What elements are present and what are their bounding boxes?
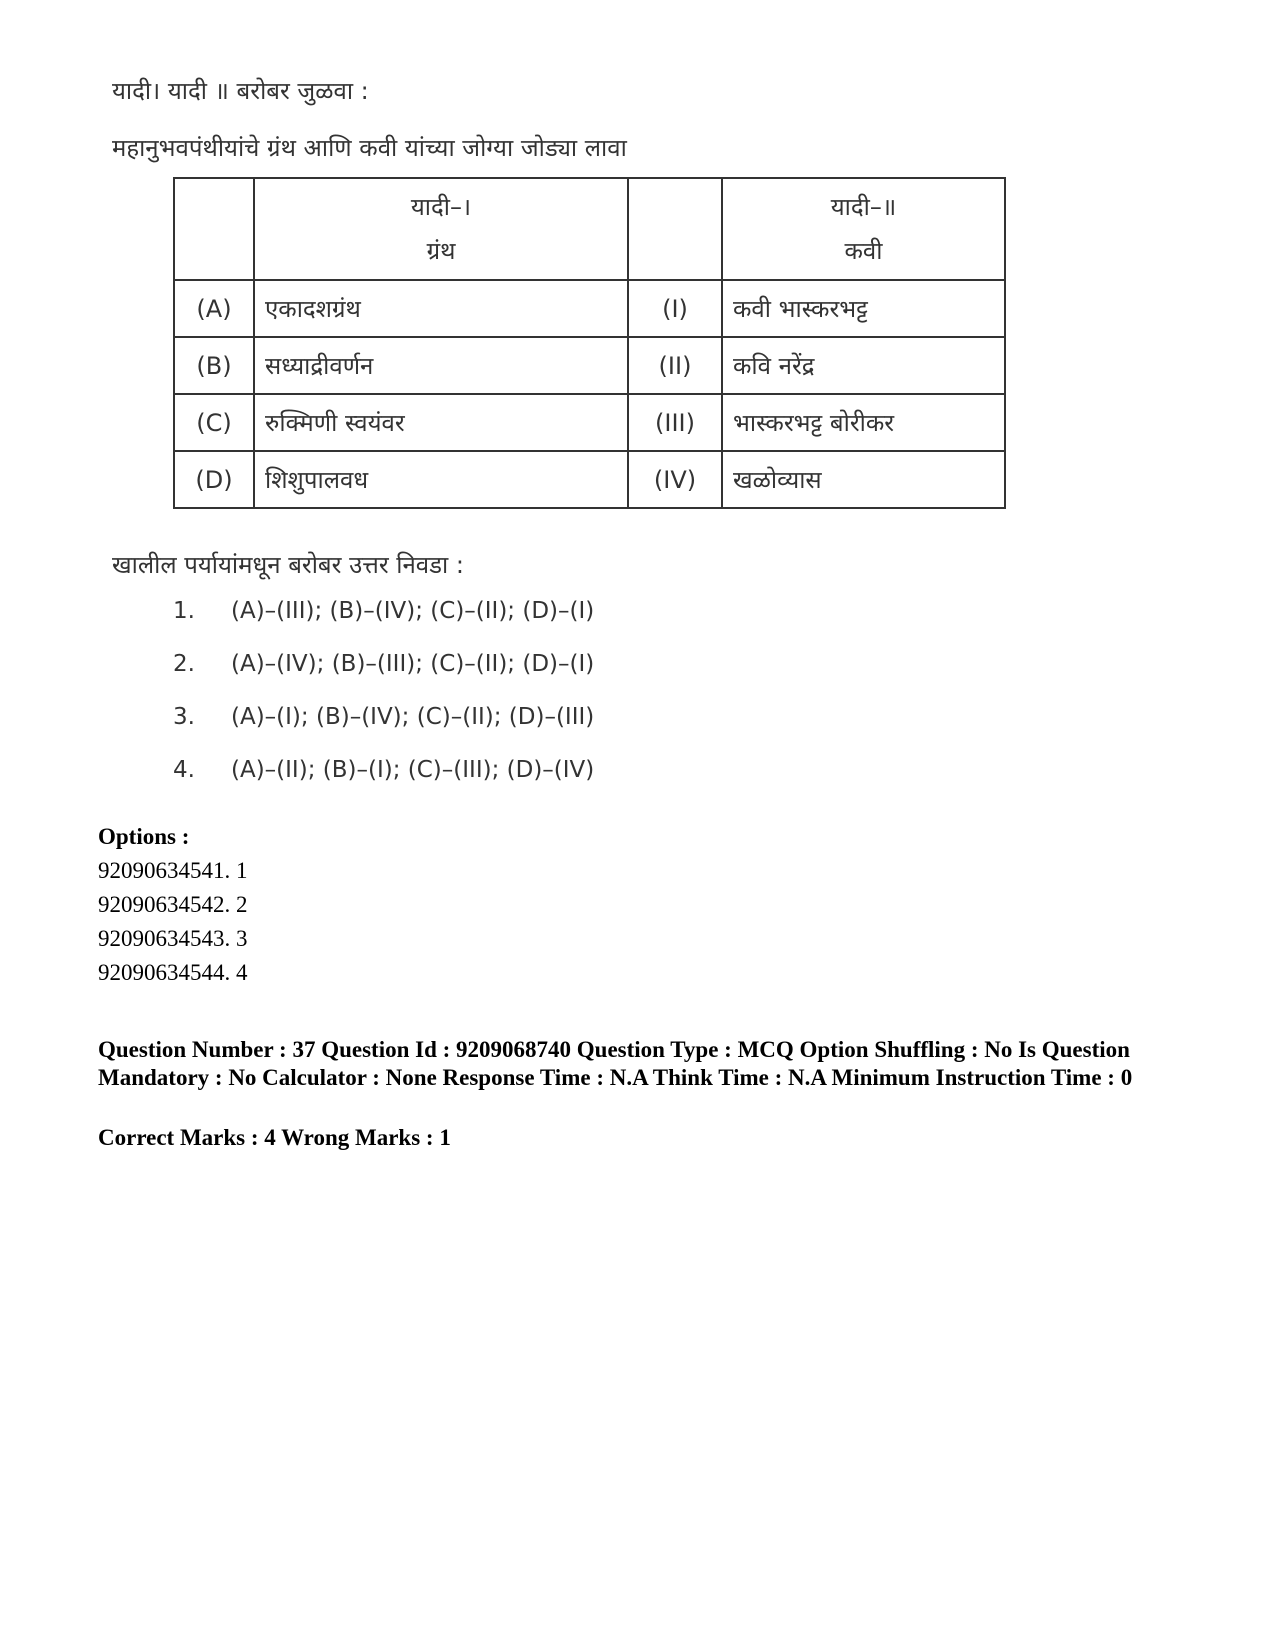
question-prompt: महानुभवपंथीयांचे ग्रंथ आणि कवी यांच्या जोग्या जोड्या लावा (112, 134, 627, 162)
row-label-left: (C) (174, 394, 254, 451)
row-label-left: (B) (174, 337, 254, 394)
table-header-row (174, 178, 1005, 280)
list1-title: यादी–। (410, 193, 472, 221)
option-item: 92090634543. 3 (98, 926, 248, 951)
table-row (174, 394, 1005, 451)
answer-choices (173, 598, 594, 810)
book-cell: सध्याद्रीवर्णन (254, 337, 628, 394)
answer-choice (173, 704, 594, 757)
row-label-right: (II) (628, 337, 722, 394)
choice-number: 2. (173, 651, 195, 677)
table-row (174, 337, 1005, 394)
poet-cell: खळोव्यास (722, 451, 1005, 508)
choice-text: (A)–(II); (B)–(I); (C)–(III); (D)–(IV) (231, 757, 595, 783)
blank-header-cell (174, 178, 254, 280)
choose-instruction: खालील पर्यायांमधून बरोबर उत्तर निवडा : (112, 551, 464, 579)
table-row (174, 280, 1005, 337)
option-item: 92090634541. 1 (98, 858, 248, 883)
list2-subtitle: कवी (844, 237, 883, 265)
row-label-right: (III) (628, 394, 722, 451)
row-label-left: (D) (174, 451, 254, 508)
poet-cell: कवी भास्करभट्ट (722, 280, 1005, 337)
poet-cell: कवि नरेंद्र (722, 337, 1005, 394)
list2-header (722, 178, 1005, 280)
table-row (174, 451, 1005, 508)
marks-info: Correct Marks : 4 Wrong Marks : 1 (98, 1125, 451, 1150)
choice-number: 4. (173, 757, 195, 783)
match-table (173, 177, 1006, 509)
question-meta: Question Number : 37 Question Id : 9209068740 Question Type : MCQ Option Shuffling : No Is Question Mandatory : No Calculator : None Response Time : N.A Think Time : N.A Minimum Instruction Time : 0 (98, 1037, 1133, 1090)
choice-text: (A)–(IV); (B)–(III); (C)–(II); (D)–(I) (231, 651, 595, 677)
choice-number: 3. (173, 704, 195, 730)
answer-choice (173, 651, 594, 704)
row-label-right: (I) (628, 280, 722, 337)
list1-subtitle: ग्रंथ (426, 237, 456, 265)
options-header: Options : (98, 824, 190, 849)
list1-header (254, 178, 628, 280)
blank-header-cell (628, 178, 722, 280)
book-cell: रुक्मिणी स्वयंवर (254, 394, 628, 451)
choice-text: (A)–(I); (B)–(IV); (C)–(II); (D)–(III) (231, 704, 595, 730)
options-block (98, 820, 248, 990)
book-cell: शिशुपालवध (254, 451, 628, 508)
list2-title: यादी–॥ (830, 193, 897, 221)
choice-text: (A)–(III); (B)–(IV); (C)–(II); (D)–(I) (231, 598, 595, 624)
row-label-left: (A) (174, 280, 254, 337)
option-item: 92090634544. 4 (98, 960, 248, 985)
option-item: 92090634542. 2 (98, 892, 248, 917)
answer-choice (173, 598, 594, 651)
row-label-right: (IV) (628, 451, 722, 508)
answer-choice (173, 757, 594, 810)
book-cell: एकादशग्रंथ (254, 280, 628, 337)
choice-number: 1. (173, 598, 195, 624)
question-heading: यादी। यादी ॥ बरोबर जुळवा : (112, 77, 369, 105)
poet-cell: भास्करभट्ट बोरीकर (722, 394, 1005, 451)
